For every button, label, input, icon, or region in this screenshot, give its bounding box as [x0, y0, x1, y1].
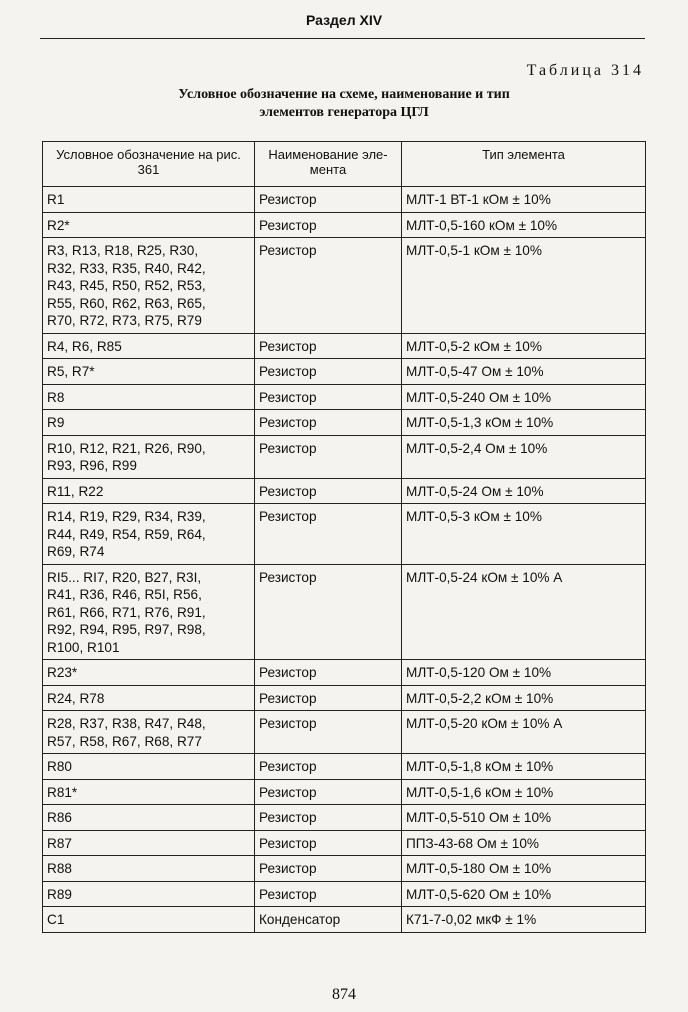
table-row	[43, 779, 646, 805]
cell-name: Резистор	[255, 478, 402, 504]
cell-type: МЛТ-0,5-510 Ом ± 10%	[402, 805, 646, 831]
cell-name: Резистор	[255, 504, 402, 565]
cell-designation: R80	[43, 754, 255, 780]
cell-type: МЛТ-0,5-2 кОм ± 10%	[402, 333, 646, 359]
cell-name: Резистор	[255, 187, 402, 213]
column-header-name: Наименование эле- мента	[255, 142, 402, 187]
table-number: Таблица 314	[526, 62, 644, 79]
cell-type: МЛТ-0,5-1 кОм ± 10%	[402, 238, 646, 334]
cell-designation: R5, R7*	[43, 359, 255, 385]
cell-designation: R88	[43, 856, 255, 882]
table-row	[43, 212, 646, 238]
cell-type: К71-7-0,02 мкФ ± 1%	[402, 907, 646, 933]
cell-type: МЛТ-0,5-1,3 кОм ± 10%	[402, 410, 646, 436]
cell-designation: R11, R22	[43, 478, 255, 504]
cell-designation: R8	[43, 384, 255, 410]
cell-name: Резистор	[255, 711, 402, 754]
cell-type: МЛТ-0,5-1,6 кОм ± 10%	[402, 779, 646, 805]
table-row	[43, 805, 646, 831]
cell-name: Резистор	[255, 805, 402, 831]
cell-type: МЛТ-0,5-620 Ом ± 10%	[402, 881, 646, 907]
table-row	[43, 711, 646, 754]
cell-designation: R4, R6, R85	[43, 333, 255, 359]
table-row	[43, 384, 646, 410]
page-number: 874	[332, 986, 356, 1003]
cell-designation: R9	[43, 410, 255, 436]
table-row	[43, 907, 646, 933]
table-row	[43, 856, 646, 882]
cell-type: МЛТ-0,5-2,4 Ом ± 10%	[402, 435, 646, 478]
table-body	[43, 187, 646, 933]
section-header: Раздел XIV	[305, 12, 383, 28]
cell-type: ППЗ-43-68 Ом ± 10%	[402, 830, 646, 856]
cell-name: Резистор	[255, 212, 402, 238]
cell-designation: R2*	[43, 212, 255, 238]
cell-designation: R24, R78	[43, 685, 255, 711]
cell-name: Резистор	[255, 830, 402, 856]
cell-type: МЛТ-0,5-20 кОм ± 10% А	[402, 711, 646, 754]
table-row	[43, 187, 646, 213]
cell-type: МЛТ-1 ВТ-1 кОм ± 10%	[402, 187, 646, 213]
cell-designation: R10, R12, R21, R26, R90, R93, R96, R99	[43, 435, 255, 478]
cell-type: МЛТ-0,5-24 Ом ± 10%	[402, 478, 646, 504]
table-row	[43, 564, 646, 660]
cell-name: Резистор	[255, 660, 402, 686]
cell-designation: R89	[43, 881, 255, 907]
table-row	[43, 504, 646, 565]
cell-name: Резистор	[255, 333, 402, 359]
cell-name: Резистор	[255, 435, 402, 478]
cell-designation: R1	[43, 187, 255, 213]
cell-designation: RI5... RI7, R20, B27, R3I, R41, R36, R46, R5I, R56, R61, R66, R71, R76, R91, R92, R94, R95, R97, R98, R100, R101	[43, 564, 255, 660]
components-table	[42, 141, 646, 933]
cell-name: Резистор	[255, 754, 402, 780]
cell-name: Резистор	[255, 856, 402, 882]
cell-name: Резистор	[255, 881, 402, 907]
header-rule	[40, 38, 645, 39]
cell-name: Резистор	[255, 238, 402, 334]
cell-name: Резистор	[255, 779, 402, 805]
cell-designation: R14, R19, R29, R34, R39, R44, R49, R54, R59, R64, R69, R74	[43, 504, 255, 565]
cell-type: МЛТ-0,5-47 Ом ± 10%	[402, 359, 646, 385]
table-caption	[0, 86, 688, 122]
table-row	[43, 333, 646, 359]
cell-name: Резистор	[255, 359, 402, 385]
cell-type: МЛТ-0,5-240 Ом ± 10%	[402, 384, 646, 410]
cell-name: Резистор	[255, 685, 402, 711]
table-row	[43, 359, 646, 385]
column-header-designation: Условное обозначение на рис. 361	[43, 142, 255, 187]
cell-type: МЛТ-0,5-120 Ом ± 10%	[402, 660, 646, 686]
cell-designation: R3, R13, R18, R25, R30, R32, R33, R35, R40, R42, R43, R45, R50, R52, R53, R55, R60, R62, R63, R65, R70, R72, R73, R75, R79	[43, 238, 255, 334]
cell-type: МЛТ-0,5-3 кОм ± 10%	[402, 504, 646, 565]
cell-name: Резистор	[255, 384, 402, 410]
cell-designation: R81*	[43, 779, 255, 805]
cell-type: МЛТ-0,5-1,8 кОм ± 10%	[402, 754, 646, 780]
table-row	[43, 238, 646, 334]
table-row	[43, 754, 646, 780]
cell-designation: R86	[43, 805, 255, 831]
table-row	[43, 660, 646, 686]
table-row	[43, 435, 646, 478]
caption-line-1: Условное обозначение на схеме, наименование и тип	[178, 87, 510, 102]
cell-type: МЛТ-0,5-180 Ом ± 10%	[402, 856, 646, 882]
table-header-row	[43, 142, 646, 187]
cell-name: Резистор	[255, 564, 402, 660]
cell-name: Резистор	[255, 410, 402, 436]
table-row	[43, 410, 646, 436]
table-row	[43, 685, 646, 711]
table-row	[43, 830, 646, 856]
table-row	[43, 478, 646, 504]
table-row	[43, 881, 646, 907]
cell-designation: R28, R37, R38, R47, R48, R57, R58, R67, R68, R77	[43, 711, 255, 754]
cell-designation: R87	[43, 830, 255, 856]
cell-type: МЛТ-0,5-24 кОм ± 10% А	[402, 564, 646, 660]
cell-type: МЛТ-0,5-160 кОм ± 10%	[402, 212, 646, 238]
cell-name: Конденсатор	[255, 907, 402, 933]
cell-designation: R23*	[43, 660, 255, 686]
caption-line-2: элементов генератора ЦГЛ	[259, 105, 429, 120]
cell-designation: C1	[43, 907, 255, 933]
column-header-type: Тип элемента	[402, 142, 646, 187]
cell-type: МЛТ-0,5-2,2 кОм ± 10%	[402, 685, 646, 711]
